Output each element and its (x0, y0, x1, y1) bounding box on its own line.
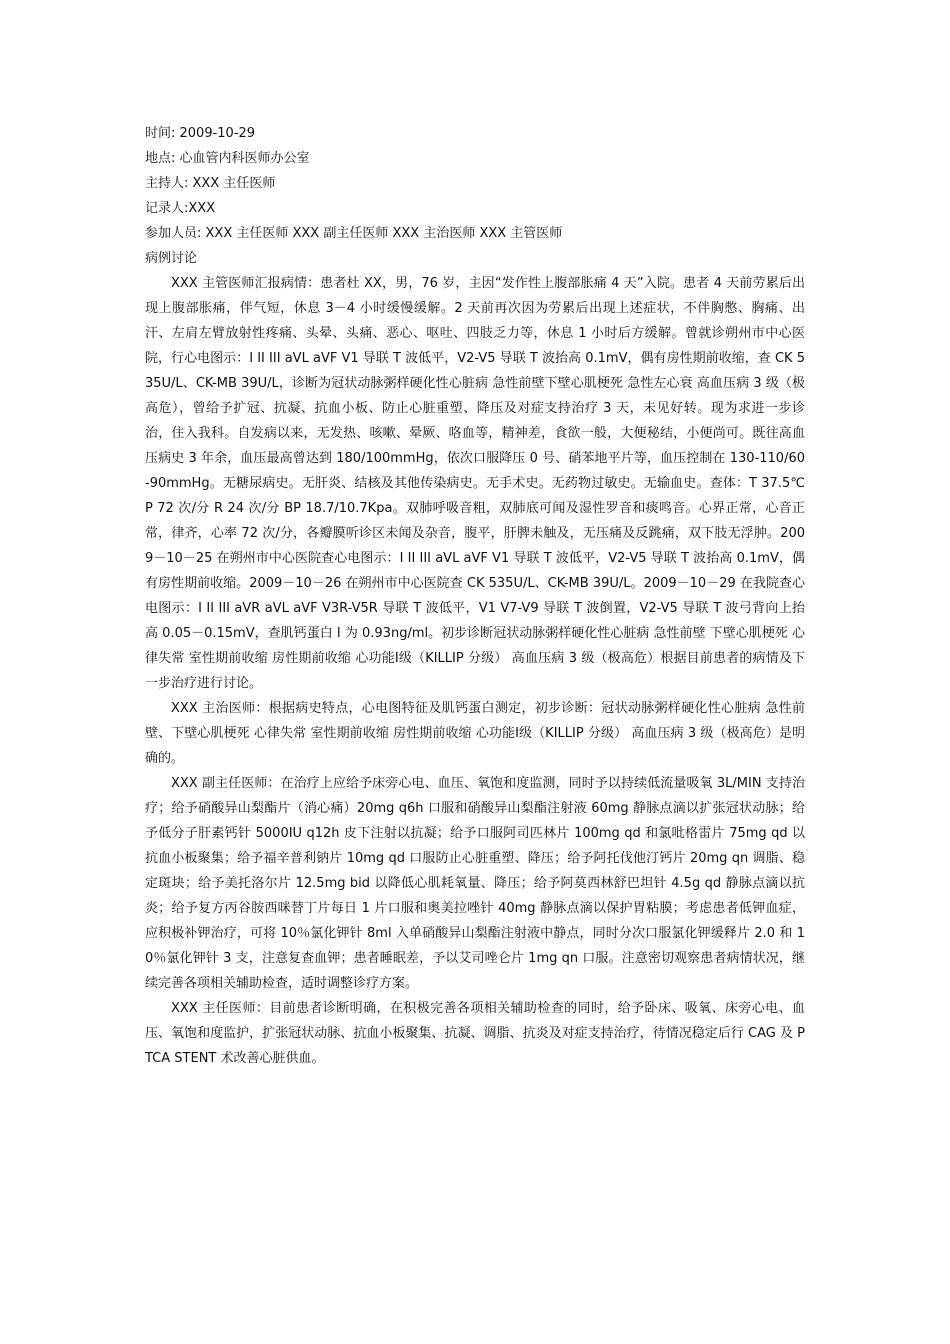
associate-chief-opinion-paragraph: XXX 副主任医师：在治疗上应给予床旁心电、血压、氧饱和度监测，同时予以持续低流量吸氧 3L/MIN 支持治疗；给予硝酸异山梨酯片（消心痛）20mg q6h 口服和硝酸异山梨酯注射液 60mg 静脉点滴以扩张冠状动脉；给予低分子肝素钙针 5000IU q12h 皮下注射以抗凝；给予口服阿司匹林片 100mg qd 和氯吡格雷片 75mg qd 以抗血小板聚集；给予福辛普利钠片 10mg qd 口服防止心脏重塑、降压；给予阿托伐他汀钙片 20mg qn 调脂、稳定斑块；给予美托洛尔片 12.5mg bid 以降低心肌耗氧量、降压；给予阿莫西林舒巴坦针 4.5g qd 静脉点滴以抗炎；给予复方丙谷胺西咪替丁片每日 1 片口服和奥美拉唑针 40mg 静脉点滴以保护胃粘膜；考虑患者低钾血症，应积极补钾治疗，可将 10％氯化钾针 8ml 入单硝酸异山梨酯注射液中静点，同时分次口服氯化钾缓释片 2.0 和 10％氯化钾针 3 支，注意复查血钾；患者睡眠差，予以艾司唑仑片 1mg qn 口服。注意密切观察患者病情状况，继续完善各项相关辅助检查，适时调整诊疗方案。 (145, 776, 805, 991)
meeting-host: 主持人: XXX 主任医师 (145, 176, 276, 191)
section-title: 病例讨论 (145, 251, 198, 266)
meeting-record (145, 121, 805, 1071)
meeting-place: 地点: 心血管内科医师办公室 (145, 151, 310, 166)
attending-opinion-paragraph: XXX 主治医师：根据病史特点，心电图特征及肌钙蛋白测定，初步诊断：冠状动脉粥样硬化性心脏病 急性前壁、下壁心肌梗死 心律失常 室性期前收缩 房性期前收缩 心功能Ⅰ级（KILLIP 分级） 高血压病 3 级（极高危）是明确的。 (145, 701, 805, 766)
case-report-paragraph: XXX 主管医师汇报病情：患者杜 XX，男，76 岁，主因“发作性上腹部胀痛 4 天”入院。患者 4 天前劳累后出现上腹部胀痛，伴气短，休息 3－4 小时缓慢缓解。2 天前再次因为劳累后出现上述症状，不伴胸憋、胸痛、出汗、左肩左臂放射性疼痛、头晕、头痛、恶心、呕吐、四肢乏力等，休息 1 小时后方缓解。曾就诊朔州市中心医院，行心电图示：I II III aVL aVF V1 导联 T 波低平，V2-V5 导联 T 波抬高 0.1mV，偶有房性期前收缩，查 CK 535U/L、CK-MB 39U/L，诊断为冠状动脉粥样硬化性心脏病 急性前壁下壁心肌梗死 急性左心衰 高血压病 3 级（极高危），曾给予扩冠、抗凝、抗血小板、防止心脏重塑、降压及对症支持治疗 3 天，未见好转。现为求进一步诊治，住入我科。自发病以来，无发热、咳嗽、晕厥、咯血等，精神差，食欲一般，大便秘结，小便尚可。既往高血压病史 3 年余，血压最高曾达到 180/100mmHg，依次口服降压 0 号、硝苯地平片等，血压控制在 130-110/60-90mmHg。无糖尿病史。无肝炎、结核及其他传染病史。无手术史。无药物过敏史。无输血史。查体：T 37.5℃ P 72 次/分 R 24 次/分 BP 18.7/10.7Kpa。双肺呼吸音粗，双肺底可闻及湿性罗音和痰鸣音。心界正常，心音正常，律齐，心率 72 次/分，各瓣膜听诊区未闻及杂音，腹平，肝脾未触及，无压痛及反跳痛，双下肢无浮肿。2009－10－25 在朔州市中心医院查心电图示：I II III aVL aVF V1 导联 T 波低平，V2-V5 导联 T 波抬高 0.1mV，偶有房性期前收缩。2009－10－26 在朔州市中心医院查 CK 535U/L、CK-MB 39U/L。2009－10－29 在我院查心电图示：I II III aVR aVL aVF V3R-V5R 导联 T 波低平，V1 V7-V9 导联 T 波倒置，V2-V5 导联 T 波弓背向上抬高 0.05－0.15mV，查肌钙蛋白 I 为 0.93ng/ml。初步诊断冠状动脉粥样硬化性心脏病 急性前壁 下壁心肌梗死 心律失常 室性期前收缩 房性期前收缩 心功能Ⅰ级（KILLIP 分级） 高血压病 3 级（极高危）根据目前患者的病情及下一步治疗进行讨论。 (145, 276, 805, 691)
meeting-recorder: 记录人:XXX (145, 201, 216, 216)
meeting-time: 时间: 2009-10-29 (145, 126, 256, 141)
meeting-participants: 参加人员: XXX 主任医师 XXX 副主任医师 XXX 主治医师 XXX 主管医师 (145, 226, 563, 241)
chief-opinion-paragraph: XXX 主任医师：目前患者诊断明确，在积极完善各项相关辅助检查的同时，给予卧床、吸氧、床旁心电、血压、氧饱和度监护，扩张冠状动脉、抗血小板聚集、抗凝、调脂、抗炎及对症支持治疗，待情况稳定后行 CAG 及 PTCA STENT 术改善心脏供血。 (145, 1001, 805, 1066)
